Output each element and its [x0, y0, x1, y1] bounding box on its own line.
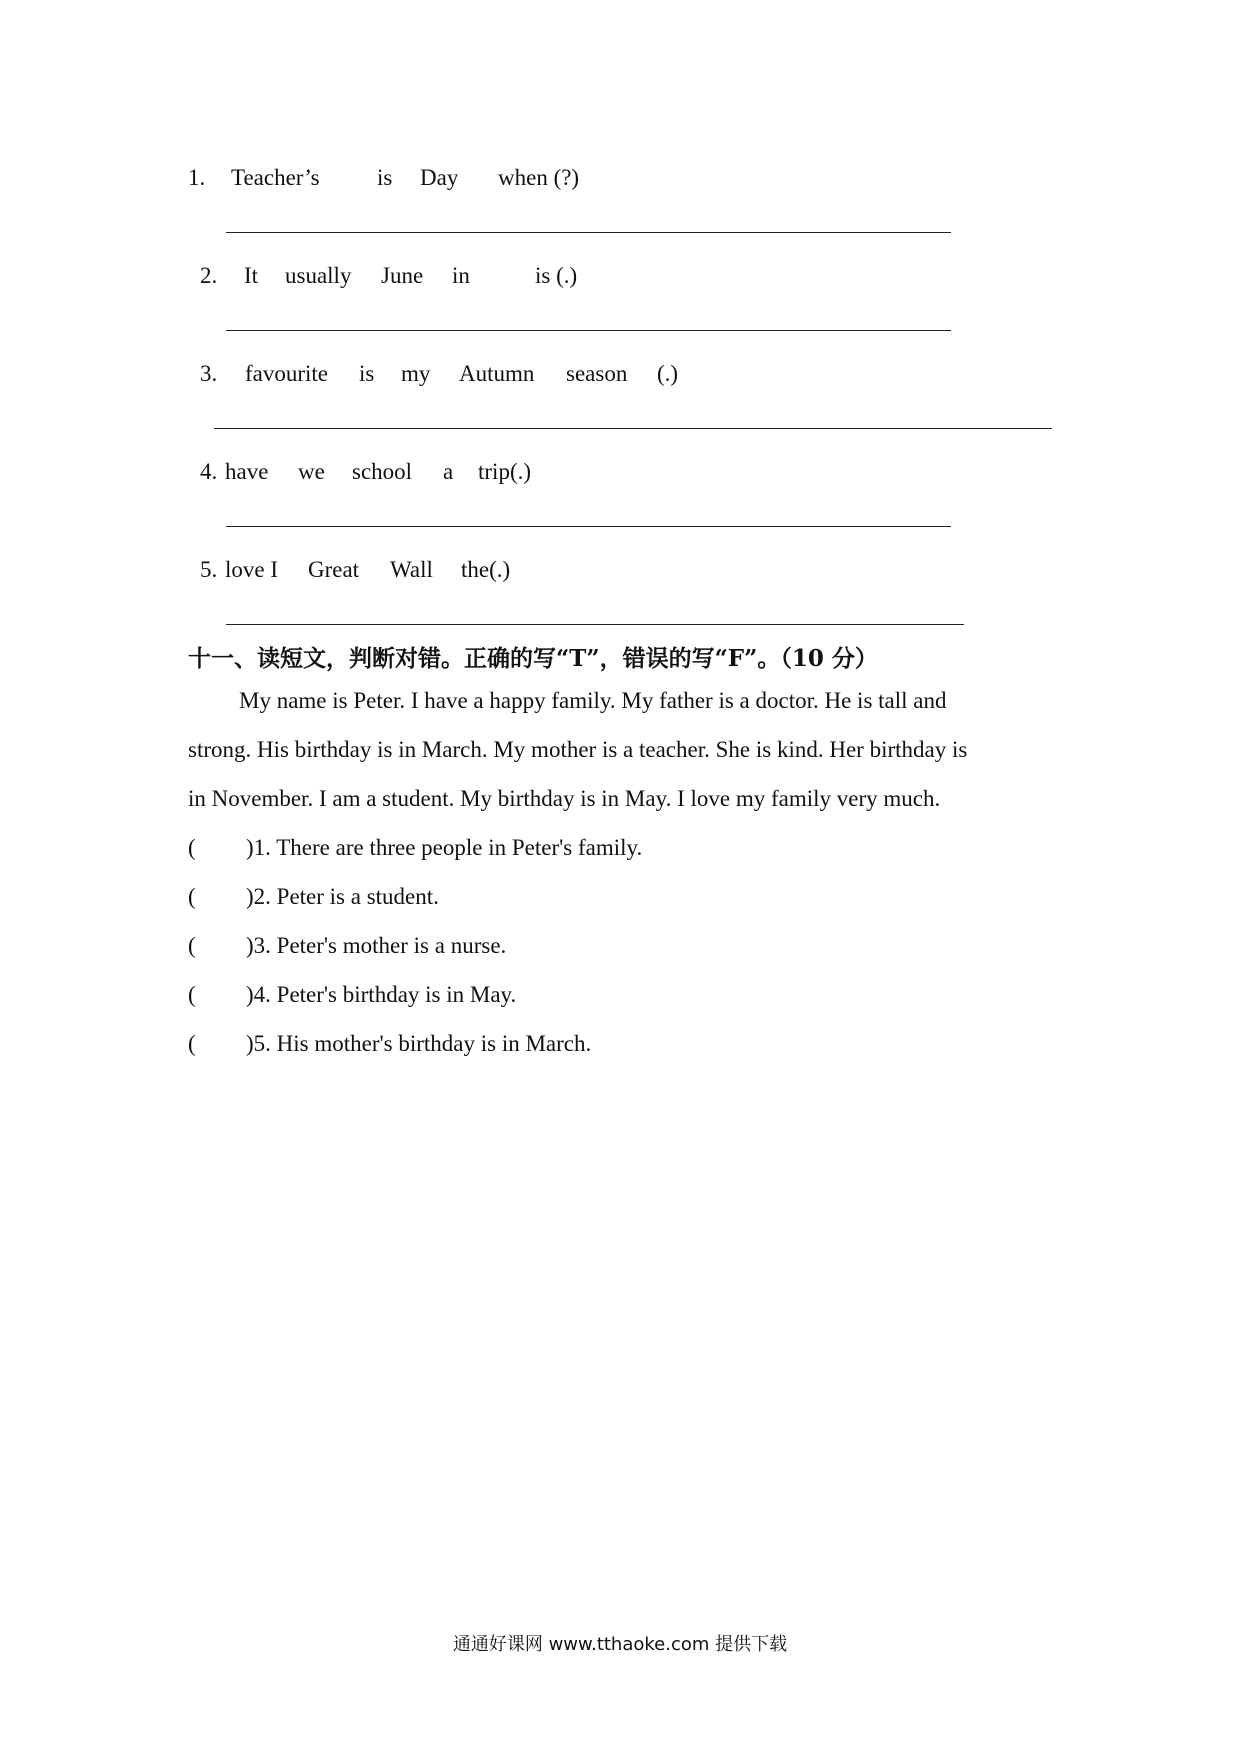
question-text: )3. Peter's mother is a nurse. [246, 933, 507, 958]
scrambled-word: love I [225, 557, 279, 582]
passage-line: strong. His birthday is in March. My mother is a teacher. She is kind. Her birthday is [188, 737, 968, 762]
answer-paren-open[interactable]: ( [188, 884, 196, 909]
scrambled-word: when (?) [498, 165, 580, 190]
scrambled-word: (.) [657, 361, 679, 386]
answer-line[interactable] [226, 624, 964, 625]
answer-paren-open[interactable]: ( [188, 933, 196, 958]
scrambled-word: is [359, 361, 375, 386]
passage-line: My name is Peter. I have a happy family. My father is a doctor. He is tall and [239, 688, 947, 713]
answer-line[interactable] [226, 526, 951, 527]
item-number: 2. [200, 263, 218, 288]
answer-paren-open[interactable]: ( [188, 982, 196, 1007]
item-number: 3. [200, 361, 218, 386]
scrambled-word: the(.) [461, 557, 511, 582]
scrambled-word: trip(.) [478, 459, 532, 484]
footer-credit: 通通好课网 www.tthaoke.com 提供下载 [452, 1634, 788, 1655]
item-number: 5. [200, 557, 218, 582]
scrambled-word: favourite [245, 361, 329, 386]
scrambled-word: It [244, 263, 259, 288]
answer-paren-open[interactable]: ( [188, 1031, 196, 1056]
scrambled-word: school [352, 459, 413, 484]
answer-line[interactable] [214, 428, 1052, 429]
scrambled-word: have [225, 459, 269, 484]
question-text: )2. Peter is a student. [246, 884, 439, 909]
scrambled-word: Day [420, 165, 459, 190]
passage-line: in November. I am a student. My birthday is in May. I love my family very much. [188, 786, 941, 811]
question-text: )1. There are three people in Peter's family. [246, 835, 643, 860]
scrambled-word: my [401, 361, 431, 386]
scrambled-word: is [377, 165, 393, 190]
answer-line[interactable] [226, 330, 951, 331]
item-number: 4. [200, 459, 218, 484]
scrambled-word: a [443, 459, 454, 484]
answer-line[interactable] [226, 232, 951, 233]
section-heading: 十一、读短文，判断对错。正确的写“T”，错误的写“F”。（10 分） [188, 645, 878, 672]
question-text: )5. His mother's birthday is in March. [246, 1031, 592, 1056]
question-text: )4. Peter's birthday is in May. [246, 982, 517, 1007]
scrambled-word: Great [308, 557, 360, 582]
answer-paren-open[interactable]: ( [188, 835, 196, 860]
scrambled-word: in [452, 263, 470, 288]
scrambled-word: is (.) [535, 263, 578, 288]
item-number: 1. [188, 165, 206, 190]
scrambled-word: Autumn [459, 361, 535, 386]
scrambled-word: we [298, 459, 325, 484]
scrambled-word: usually [285, 263, 352, 288]
scrambled-word: Wall [390, 557, 433, 582]
scrambled-word: Teacher’s [231, 165, 320, 190]
scrambled-word: June [381, 263, 424, 288]
scrambled-word: season [566, 361, 628, 386]
